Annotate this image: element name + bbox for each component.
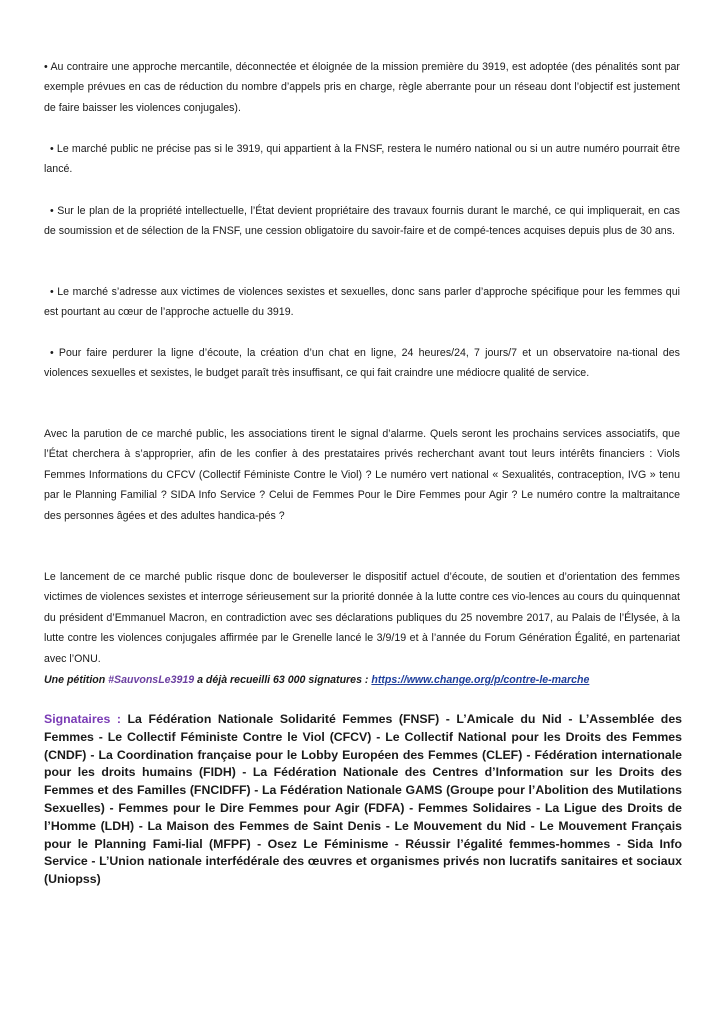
bullet-victimes xyxy=(44,282,680,323)
bullet-propriete-intellectuelle xyxy=(44,201,680,242)
paragraph-alarm xyxy=(44,424,680,526)
signataires-label: Signataires : xyxy=(44,712,128,726)
petition-prefix: Une pétition xyxy=(44,674,109,686)
bullet-text: • Sur le plan de la propriété intellectuelle, l’État devient propriétaire des travaux fournis durant le marché, ce qui impliquerait, en cas de soumission et de sélection de la FNSF, une cession obligatoire du savoir-faire et de compé-tences acquises depuis plus de 30 ans. xyxy=(44,205,680,238)
signataires-paragraph xyxy=(44,711,682,889)
bullet-text: • Au contraire une approche mercantile, déconnectée et éloignée de la mission première du 3919, est adoptée (des pénalités sont par exemple prévues en cas de réduction du nombre d’appels pris en charge, règle aberrante pour un réseau dont l’objectif est justement de faire baisser les violences conjugales). xyxy=(44,61,680,114)
petition-line xyxy=(44,670,704,690)
petition-middle: a déjà recueilli 63 000 signatures : xyxy=(194,674,372,686)
petition-hashtag: #SauvonsLe3919 xyxy=(108,674,195,686)
bullet-budget xyxy=(44,343,680,384)
paragraph-launch-text: Le lancement de ce marché public risque donc de bouleverser le dispositif actuel d’écoute, de soutien et d’orientation des femmes victimes de violences sexistes et interroge sérieusement sur la priorité donnée à la lutte contre ces vio-lences au cours du quinquennat du président d’Emmanuel Macron, en contradiction avec ses déclarations publiques du 25 novembre 2017, au Palais de l’Élysée, à la lutte contre les violences conjugales affirmée par le Grenelle lancé le 3/9/19 et à l’année du Forum Génération Égalité, en partenariat avec l’ONU. xyxy=(44,571,680,665)
paragraph-alarm-text: Avec la parution de ce marché public, les associations tirent le signal d’alarme. Quels seront les prochains services associatifs, que l’État cherchera à s’approprier, afin de les confier à des prestataires privés recherchant avant tout leurs intérêts financiers : Viols Femmes Informations du CFCV (Collectif Féministe Contre le Viol) ? Le numéro vert national « Sexualités, contraception, IVG » tenu par le Planning Familial ? SIDA Info Service ? Celui de Femmes Pour le Dire Femmes pour Agir ? Le numéro contre la maltraitance des personnes âgées et des adultes handica-pés ? xyxy=(44,428,680,522)
bullet-text: • Pour faire perdurer la ligne d’écoute, la création d’un chat en ligne, 24 heures/24, 7 jours/7 et un observatoire na-tional des violences sexuelles et sexistes, le budget paraît très insuffisant, ce qui fait craindre une médiocre qualité de service. xyxy=(44,347,680,380)
petition-link[interactable]: https://www.change.org/p/contre-le-marche xyxy=(371,674,590,686)
bullet-text: • Le marché s’adresse aux victimes de violences sexistes et sexuelles, donc sans parler d’approche spécifique pour les femmes qui est pourtant au cœur de l’approche actuelle du 3919. xyxy=(44,286,680,319)
bullet-numero-national xyxy=(44,139,680,180)
bullet-text: • Le marché public ne précise pas si le 3919, qui appartient à la FNSF, restera le numéro national ou si un autre numéro pourrait être lancé. xyxy=(44,143,680,176)
bullet-mercantile xyxy=(44,57,680,118)
paragraph-launch xyxy=(44,567,680,669)
signataires-list: La Fédération Nationale Solidarité Femmes (FNSF) - L’Amicale du Nid - L’Assemblée des Femmes - Le Collectif Féministe Contre le Viol (CFCV) - Le Collectif National pour les Droits des Femmes (CNDF) - La Coordination française pour le Lobby Européen des Femmes (CLEF) - Fédération internationale pour les droits humains (FIDH) - La Fédération Nationale des Centres d’Information sur les Droits des Femmes et des Familles (FNCIDFF) - La Fédération Nationale GAMS (Groupe pour l’Abolition des Mutilations Sexuelles) - Femmes pour le Dire Femmes pour Agir (FDFA) - Femmes Solidaires - La Ligue des Droits de l’Homme (LDH) - La Maison des Femmes de Saint Denis - Le Mouvement du Nid - Le Mouvement Français pour le Planning Fami-lial (MFPF) - Osez Le Féminisme - Réussir l’égalité femmes-hommes - Sida Info Service - L’Union nationale interfédérale des œuvres et organismes privés non lucratifs sanitaires et sociaux (Uniopss) xyxy=(44,712,682,887)
